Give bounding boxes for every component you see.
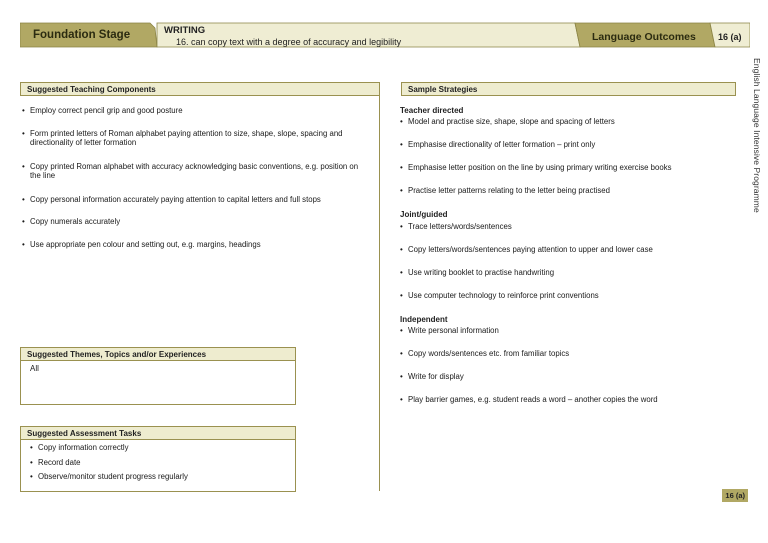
- assessment-list: [21, 440, 295, 482]
- list-item: • Record date: [30, 458, 295, 468]
- list-item: • Emphasise letter position on the line by using primary writing exercise books: [400, 163, 735, 173]
- independent-list: [400, 326, 735, 405]
- list-item: • Use appropriate pen colour and setting out, e.g. margins, headings: [22, 240, 362, 250]
- group-heading-independent: Independent: [400, 315, 448, 324]
- list-item: • Play barrier games, e.g. student reads a word – another copies the word: [400, 395, 735, 405]
- themes-header: Suggested Themes, Topics and/or Experiences: [20, 347, 296, 361]
- group-heading-joint-guided: Joint/guided: [400, 210, 448, 219]
- list-item: • Copy information correctly: [30, 443, 295, 453]
- themes-box: [20, 361, 296, 405]
- teacher-directed-list: [400, 117, 735, 196]
- list-item: • Use writing booklet to practise handwriting: [400, 268, 735, 278]
- list-item: • Observe/monitor student progress regularly: [30, 472, 295, 482]
- sample-strategies-header: Sample Strategies: [401, 82, 736, 96]
- list-item: • Copy words/sentences etc. from familiar topics: [400, 349, 735, 359]
- list-item: • Copy printed Roman alphabet with accuracy acknowledging basic conventions, e.g. position on the line: [22, 162, 362, 181]
- joint-guided-list: [400, 222, 735, 301]
- language-outcomes-label: Language Outcomes: [592, 31, 696, 43]
- programme-side-label: English Language Intensive Programme: [752, 58, 762, 213]
- assessment-box: [20, 440, 296, 492]
- list-item: • Form printed letters of Roman alphabet paying attention to size, shape, slope, spacing and directionality of letter formation: [22, 129, 362, 148]
- strand-title: WRITING: [164, 25, 206, 36]
- list-item: • Use computer technology to reinforce print conventions: [400, 291, 735, 301]
- list-item: • Employ correct pencil grip and good posture: [22, 106, 362, 116]
- list-item: • Write personal information: [400, 326, 735, 336]
- list-item: • Copy personal information accurately paying attention to capital letters and full stops: [22, 195, 362, 205]
- list-item: • Copy numerals accurately: [22, 217, 362, 227]
- list-item: • Emphasise directionality of letter formation – print only: [400, 140, 735, 150]
- teaching-components-list: [22, 106, 362, 249]
- group-heading-teacher-directed: Teacher directed: [400, 106, 464, 115]
- footer-page-code: 16 (a): [722, 489, 748, 502]
- list-item: • Copy letters/words/sentences paying attention to upper and lower case: [400, 245, 735, 255]
- list-item: • Practise letter patterns relating to the letter being practised: [400, 186, 735, 196]
- list-item: • Trace letters/words/sentences: [400, 222, 735, 232]
- outcome-text: 16. can copy text with a degree of accuracy and legibility: [176, 37, 402, 47]
- list-item: • Write for display: [400, 372, 735, 382]
- stage-label: Foundation Stage: [33, 29, 131, 41]
- themes-text: All: [30, 364, 39, 373]
- list-item: • Model and practise size, shape, slope and spacing of letters: [400, 117, 735, 127]
- column-divider: [379, 95, 380, 491]
- assessment-header: Suggested Assessment Tasks: [20, 426, 296, 440]
- page-code: 16 (a): [718, 32, 742, 42]
- teaching-components-header: Suggested Teaching Components: [20, 82, 380, 96]
